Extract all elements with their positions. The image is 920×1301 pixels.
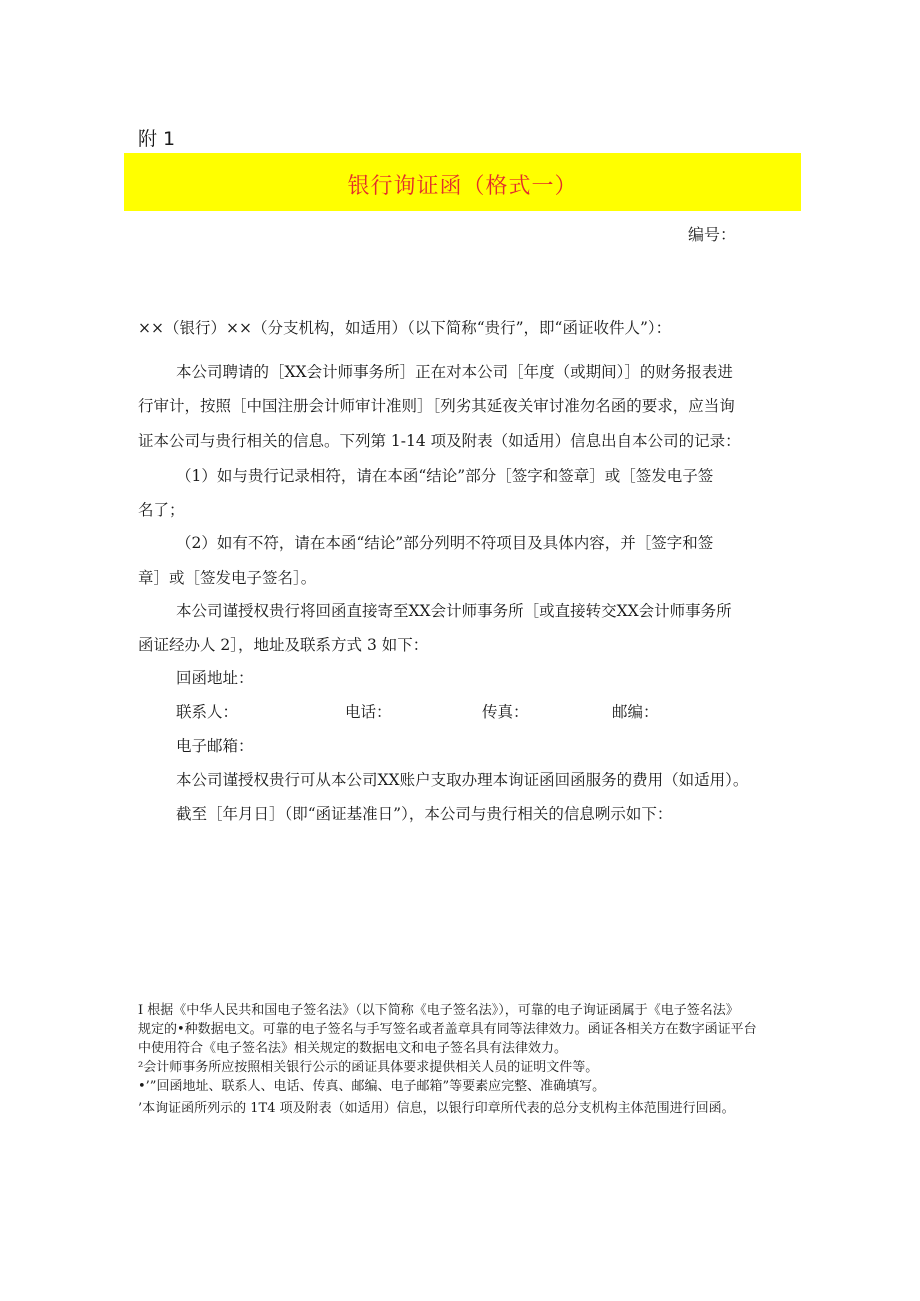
phone-label: 电话： [345,703,392,721]
title-banner [124,153,801,211]
footnote-1-line-2: 规定的•种数据电文。可靠的电子签名与手写签名或者盖章具有同等法律效力。函证各相关方在数字函证平台 [138,1022,757,1037]
footnote-1-line-3: 中使用符合《电子签名法》相关规定的数据电文和电子签名具有法律效力。 [138,1041,568,1056]
footnote-2: ²会计师事务所应按照相关银行公示的函证具体要求提供相关人员的证明文件等。 [138,1060,599,1075]
footnote-3: •’”回函地址、联系人、电话、传真、邮编、电子邮箱”等要素应完整、准确填写。 [138,1079,606,1094]
item2-line-2: 章］或［签发电子签名］。 [138,569,317,587]
para2-line-1: 本公司谨授权贵行将回函直接寄至XX会计师事务所［或直接转交XX会计师事务所 [176,602,732,620]
serial-number-label: 编号： [688,225,737,244]
para1-line-1: 本公司聘请的［XX会计师事务所］正在对本公司［年度（或期间）］的财务报表进 [176,363,733,381]
fax-label: 传真： [482,703,529,721]
para1-line-2: 行审计，按照［中国注册会计师审计准则］［列劣其延夜关审讨准勿名函的要求，应当询 [138,397,735,415]
item2-line-1: （2）如有不符，请在本函“结论”部分列明不符项目及具体内容，并［签字和签 [176,534,714,552]
addressee-line: ××（银行）××（分支机构，如适用）（以下简称“贵行”，即“函证收件人”）： [138,319,672,337]
contact-person-label: 联系人： [176,703,239,721]
page-title: 银行询证函（格式一） [347,174,578,199]
return-address-label: 回函地址： [176,669,254,687]
para4: 截至［年月日］（即“函证基准日”），本公司与贵行相关的信息咧示如下： [176,805,673,823]
attachment-label: 附 1 [138,128,176,150]
footnote-4: ’本询证函所列示的 1T4 项及附表（如适用）信息，以银行印章所代表的总分支机构主体范围进行回函。 [138,1101,735,1116]
email-label: 电子邮箱： [176,737,254,755]
postcode-label: 邮编： [612,703,659,721]
para3: 本公司谨授权贵行可从本公司XX账户支取办理本询证函回函服务的费用（如适用）。 [176,771,749,789]
para1-line-3: 证本公司与贵行相关的信息。下列第 1-14 项及附表（如适用）信息出自本公司的记录： [138,432,741,450]
item1-line-2: 名了； [138,501,185,519]
para2-line-2: 函证经办人 2］，地址及联系方式 3 如下： [138,636,429,654]
footnote-1-line-1: I 根据《中华人民共和国电子签名法》（以下简称《电子签名法》），可靠的电子询证函属于《电子签名法》 [138,1003,739,1018]
item1-line-1: （1）如与贵行记录相符，请在本函“结论”部分［签字和签章］或［签发电子签 [176,467,714,485]
